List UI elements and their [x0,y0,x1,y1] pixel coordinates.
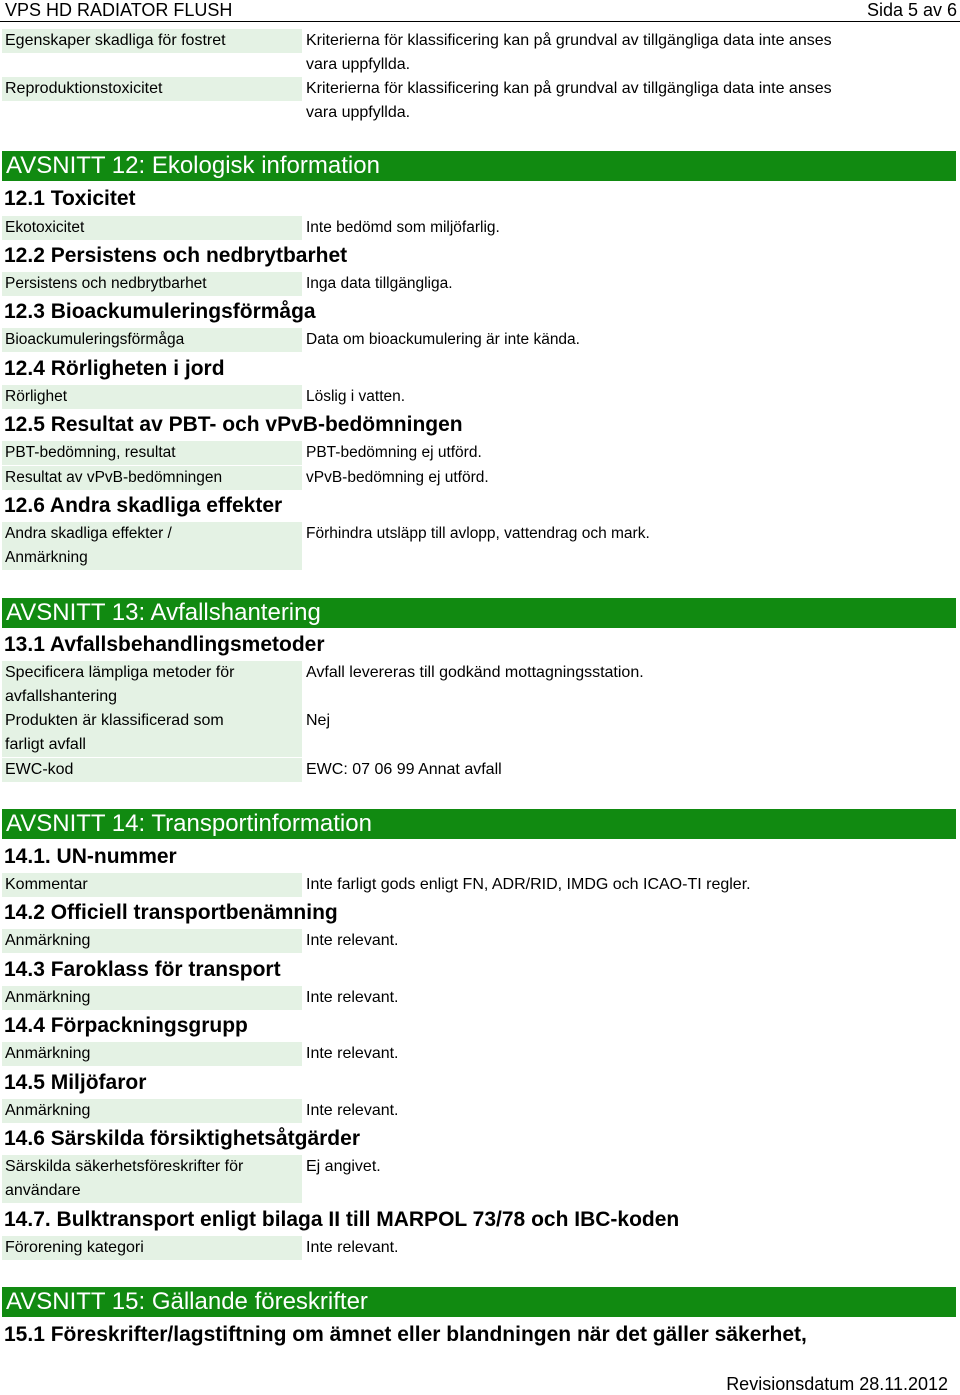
section-12-heading: AVSNITT 12: Ekologisk information [2,151,956,181]
page-header [0,0,960,22]
row-value: Förhindra utsläpp till avlopp, vattendrag och mark. [306,525,650,542]
section-15-heading: AVSNITT 15: Gällande föreskrifter [2,1287,956,1317]
subsection-14-4: 14.4 Förpackningsgrupp [4,1014,248,1037]
row-value: Inte relevant. [306,1239,399,1256]
subsection-14-5: 14.5 Miljöfaror [4,1071,147,1094]
row-label: Bioackumuleringsförmåga [2,328,302,352]
row-label: Anmärkning [2,986,302,1010]
row-value: Inte farligt gods enligt FN, ADR/RID, IMDG och ICAO-TI regler. [306,876,751,893]
revision-date: Revisionsdatum 28.11.2012 [726,1374,948,1394]
row-value: EWC: 07 06 99 Annat avfall [306,761,502,778]
subsection-12-6: 12.6 Andra skadliga effekter [4,494,283,517]
row-label: Kommentar [2,873,302,897]
row-label: Ekotoxicitet [2,216,302,240]
row-label: Anmärkning [2,1042,302,1066]
row-label: Anmärkning [2,929,302,953]
row-value: Avfall levereras till godkänd mottagningsstation. [306,664,644,681]
subsection-12-5: 12.5 Resultat av PBT- och vPvB-bedömningen [4,413,463,436]
subsection-14-1: 14.1. UN-nummer [4,845,177,868]
row-value: Kriterierna för klassificering kan på grundval av tillgängliga data inte anses vara uppfyllda. [306,32,832,73]
row-value: PBT-bedömning ej utförd. [306,444,482,461]
row-value: Inte relevant. [306,1102,399,1119]
row-value: Inga data tillgängliga. [306,275,453,292]
subsection-12-2: 12.2 Persistens och nedbrytbarhet [4,244,348,267]
section-14-heading: AVSNITT 14: Transportinformation [2,809,956,839]
row-value: Inte relevant. [306,1045,399,1062]
subsection-12-4: 12.4 Rörligheten i jord [4,357,225,380]
row-label: Persistens och nedbrytbarhet [2,272,302,296]
row-label: PBT-bedömning, resultat [2,441,302,465]
row-label: Reproduktionstoxicitet [2,77,302,101]
row-label: Förorening kategori [2,1236,302,1260]
row-value: Löslig i vatten. [306,388,406,405]
row-value: Inte relevant. [306,989,399,1006]
subsection-14-3: 14.3 Faroklass för transport [4,958,281,981]
subsection-14-2: 14.2 Officiell transportbenämning [4,901,338,924]
subsection-13-1: 13.1 Avfallsbehandlingsmetoder [4,633,325,656]
row-label: Egenskaper skadliga för fostret [2,29,302,53]
row-label: Särskilda säkerhetsföreskrifter för användare [2,1155,302,1203]
subsection-15-1: 15.1 Föreskrifter/lagstiftning om ämnet eller blandningen när det gäller säkerhet, [4,1323,807,1346]
row-value: Kriterierna för klassificering kan på grundval av tillgängliga data inte anses vara uppfyllda. [306,80,832,121]
row-label: Specificera lämpliga metoder för avfallshantering [2,661,302,709]
row-value: Inte relevant. [306,932,399,949]
row-label: Andra skadliga effekter / Anmärkning [2,522,302,570]
row-value: Ej angivet. [306,1158,381,1175]
page-number: Sida 5 av 6 [866,0,957,20]
row-label: Resultat av vPvB-bedömningen [2,466,302,490]
subsection-14-7: 14.7. Bulktransport enligt bilaga II till MARPOL 73/78 och IBC-koden [4,1208,680,1231]
row-label: Anmärkning [2,1099,302,1123]
subsection-12-3: 12.3 Bioackumuleringsförmåga [4,300,316,323]
row-value: Data om bioackumulering är inte kända. [306,331,580,348]
row-value: Inte bedömd som miljöfarlig. [306,219,500,236]
row-value: Nej [306,712,331,729]
subsection-12-1: 12.1 Toxicitet [4,187,136,210]
row-label: Produkten är klassificerad som farligt avfall [2,709,302,757]
row-label: Rörlighet [2,385,302,409]
subsection-14-6: 14.6 Särskilda försiktighetsåtgärder [4,1127,360,1150]
section-13-heading: AVSNITT 13: Avfallshantering [2,598,956,628]
row-value: vPvB-bedömning ej utförd. [306,469,489,486]
document-title: VPS HD RADIATOR FLUSH [5,0,233,20]
row-label: EWC-kod [2,758,302,782]
